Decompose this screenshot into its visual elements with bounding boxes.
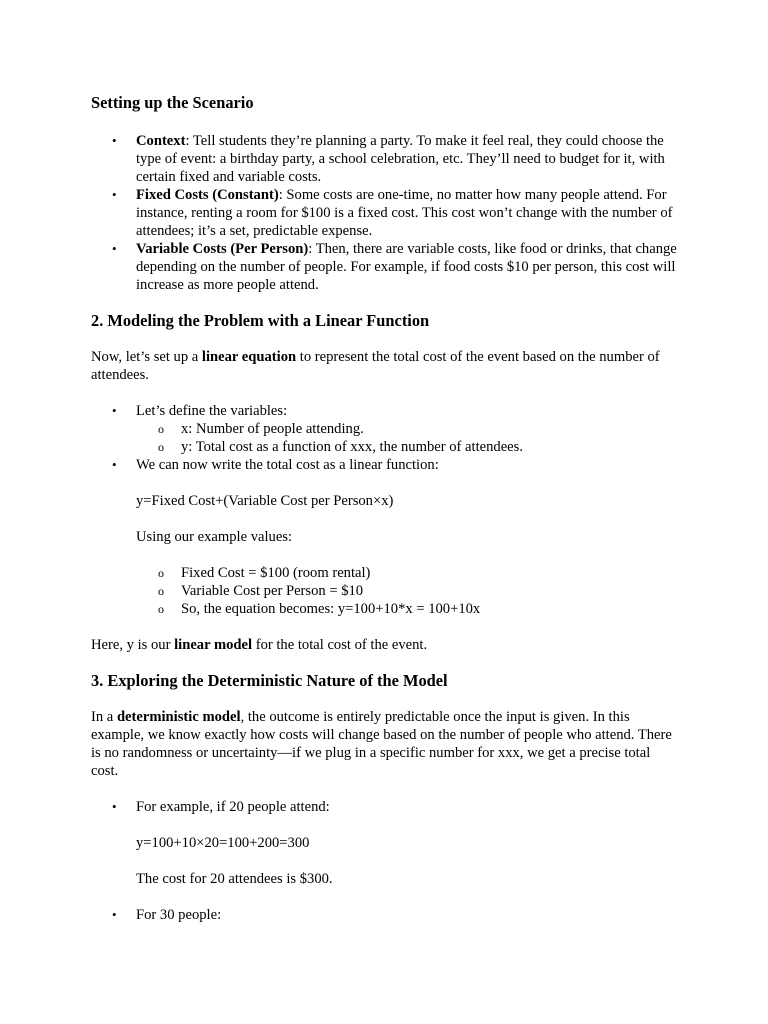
intro-text: Now, let’s set up a — [91, 349, 202, 365]
section-heading-deterministic: 3. Exploring the Deterministic Nature of the Model — [91, 671, 448, 690]
bullet-term: Fixed Costs (Constant) — [136, 187, 279, 203]
bullet-glyph: • — [112, 403, 117, 418]
bullet-term: Variable Costs (Per Person) — [136, 241, 309, 257]
section-heading-scenario: Setting up the Scenario — [91, 93, 254, 112]
list-item — [91, 132, 681, 186]
example-values-label: Using our example values: — [136, 529, 293, 545]
list-item — [91, 438, 681, 456]
modeling-bullet-list — [91, 402, 681, 474]
bullet-text: : Tell students they’re planning a party. To make it feel real, they could choose the type of event: a birthday party, a school celebration, etc. They’ll need to budget for it, with certain fixed and variable costs. — [136, 133, 665, 185]
outro-bold-term: linear model — [174, 637, 253, 653]
write-function-label: We can now write the total cost as a linear function: — [136, 457, 439, 473]
scenario-bullet-list — [91, 132, 681, 294]
bullet-glyph: • — [112, 187, 117, 202]
variable-y-text: y: Total cost as a function of xxx, the number of attendees. — [181, 439, 523, 455]
general-formula: y=Fixed Cost+(Variable Cost per Person×x) — [136, 493, 394, 509]
list-item — [91, 600, 681, 618]
bullet-glyph: • — [112, 799, 117, 814]
variable-x-text: x: Number of people attending. — [181, 421, 364, 437]
variables-sub-list — [136, 420, 681, 456]
intro-bold-term: linear equation — [201, 349, 297, 365]
sub-bullet-glyph: o — [158, 602, 164, 616]
intro-text: to represent the total cost of the event based on the number of attendees. — [91, 349, 660, 383]
list-item — [91, 582, 681, 600]
list-item — [91, 564, 681, 582]
list-item — [91, 420, 681, 438]
bullet-glyph: • — [112, 133, 117, 148]
section-heading-modeling: 2. Modeling the Problem with a Linear Function — [91, 311, 430, 330]
equation-text: So, the equation becomes: y=100+10*x = 100+10x — [181, 601, 481, 617]
intro-text: , the outcome is entirely predictable once the input is given. In this example, we know exactly how costs will change based on the number of people who attend. There is no randomness or uncertainty—if we plug in a specific number for xxx, we get a precise total cost. — [91, 709, 672, 779]
example-20-result: The cost for 20 attendees is $300. — [136, 871, 333, 887]
sub-bullet-glyph: o — [158, 422, 164, 436]
list-item — [91, 456, 681, 474]
example-30-label: For 30 people: — [136, 907, 222, 923]
outro-text: Here, y is our — [91, 637, 175, 653]
list-item — [91, 798, 681, 888]
intro-bold-term: deterministic model — [116, 709, 241, 725]
bullet-glyph: • — [112, 457, 117, 472]
fixed-cost-text: Fixed Cost = $100 (room rental) — [181, 565, 371, 581]
linear-model-paragraph — [91, 636, 681, 654]
sub-bullet-glyph: o — [158, 440, 164, 454]
sub-bullet-glyph: o — [158, 584, 164, 598]
example-20-label: For example, if 20 people attend: — [136, 799, 330, 815]
intro-text: In a — [91, 709, 117, 725]
deterministic-intro-paragraph — [91, 708, 681, 780]
example-values-list — [91, 564, 681, 618]
deterministic-example-list-2 — [91, 906, 681, 924]
list-item — [91, 186, 681, 240]
list-item — [91, 240, 681, 294]
variable-cost-text: Variable Cost per Person = $10 — [181, 583, 364, 599]
example-20-formula: y=100+10×20=100+200=300 — [136, 835, 310, 851]
list-item — [91, 906, 681, 924]
list-item — [91, 402, 681, 456]
document-page — [91, 93, 681, 924]
outro-text: for the total cost of the event. — [252, 637, 428, 653]
bullet-glyph: • — [112, 241, 117, 256]
bullet-glyph: • — [112, 907, 117, 922]
bullet-text: : Some costs are one-time, no matter how many people attend. For instance, renting a room for $100 is a fixed cost. This cost won’t change with the number of attendees; it’s a set, predictable expense. — [136, 187, 673, 239]
bullet-term: Context — [136, 133, 186, 149]
bullet-text: : Then, there are variable costs, like food or drinks, that change depending on the number of people. For example, if food costs $10 per person, this cost will increase as more people attend. — [136, 241, 677, 293]
sub-bullet-glyph: o — [158, 566, 164, 580]
deterministic-example-list — [91, 798, 681, 888]
modeling-intro-paragraph — [91, 348, 681, 384]
define-variables-label: Let’s define the variables: — [136, 403, 288, 419]
